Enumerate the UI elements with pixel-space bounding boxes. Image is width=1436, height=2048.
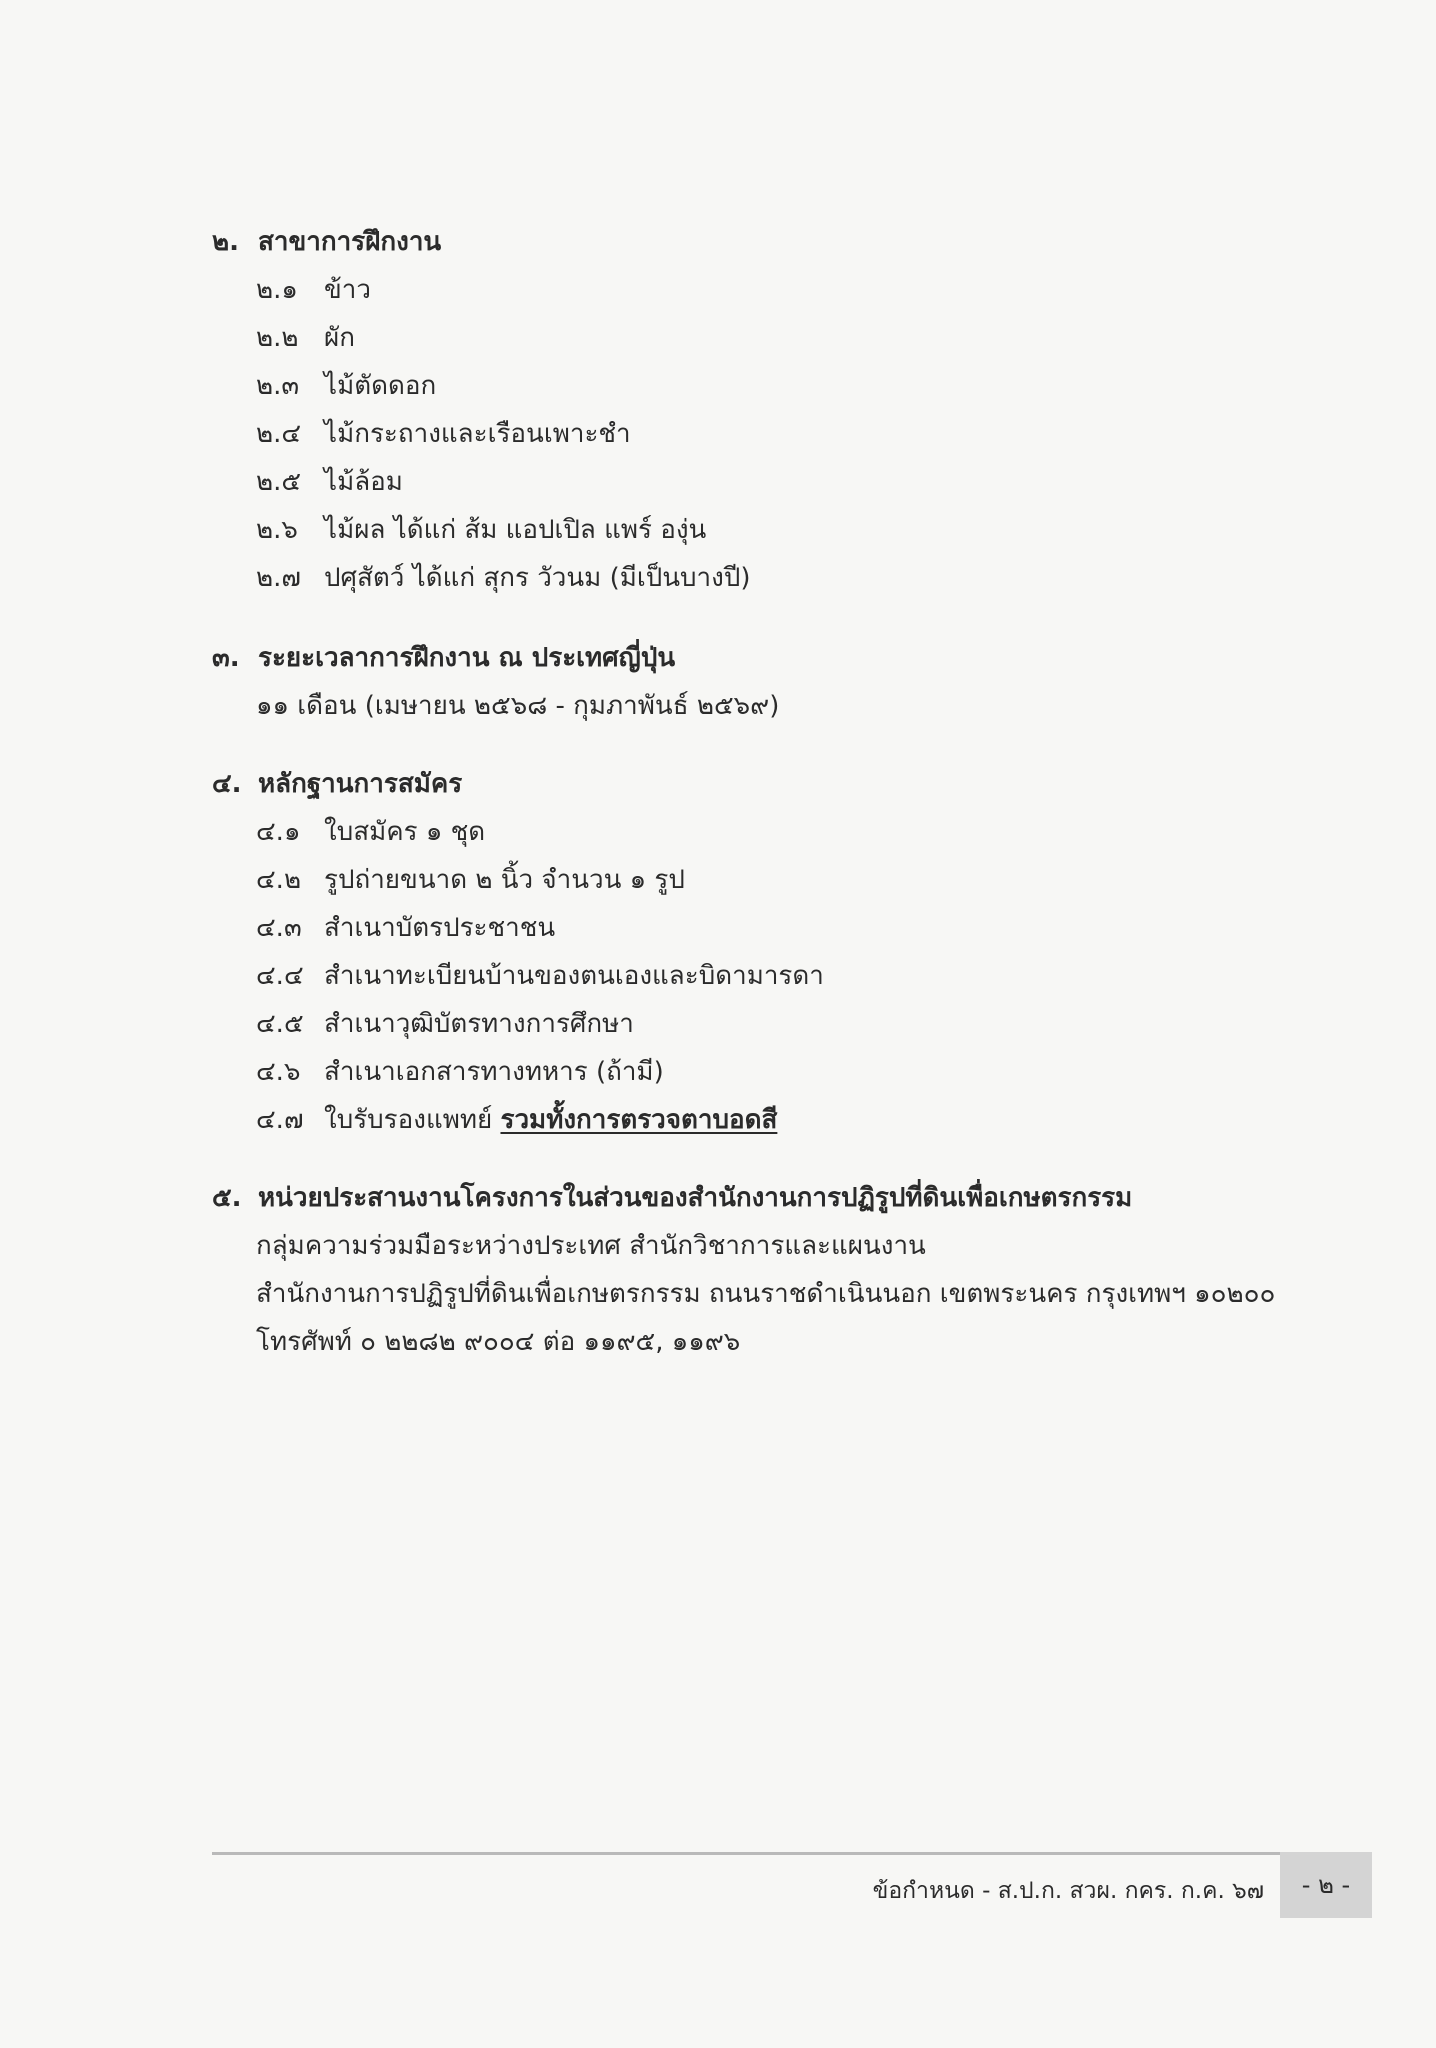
section-title: ระยะเวลาการฝึกงาน ณ ประเทศญี่ปุ่น xyxy=(258,643,676,673)
footer-reference: ข้อกำหนด - ส.ป.ก. สวผ. กคร. ก.ค. ๖๗ xyxy=(872,1878,1264,1904)
footer-divider xyxy=(212,1852,1280,1855)
item-text: สำเนาบัตรประชาชน xyxy=(324,913,556,943)
item-number: ๔.๔ xyxy=(256,961,304,991)
item-number: ๒.๖ xyxy=(256,515,298,545)
item-text: รูปถ่ายขนาด ๒ นิ้ว จำนวน ๑ รูป xyxy=(324,865,685,895)
item-text: ปศุสัตว์ ได้แก่ สุกร วัวนม (มีเป็นบางปี) xyxy=(324,563,751,593)
item-number: ๔.๖ xyxy=(256,1057,301,1087)
item-number: ๒.๕ xyxy=(256,467,302,497)
item-text: ไม้ตัดดอก xyxy=(324,371,437,401)
section-number: ๕. xyxy=(212,1183,242,1213)
item-text: ข้าว xyxy=(324,275,371,305)
item-number: ๒.๑ xyxy=(256,275,298,305)
item-number: ๒.๓ xyxy=(256,371,300,401)
item-text: ไม้ผล ได้แก่ ส้ม แอปเปิล แพร์ องุ่น xyxy=(324,515,707,545)
contact-phone: โทรศัพท์ ๐ ๒๒๘๒ ๙๐๐๔ ต่อ ๑๑๙๕, ๑๑๙๖ xyxy=(256,1327,741,1357)
item-number: ๒.๒ xyxy=(256,323,299,353)
item-text: ผัก xyxy=(324,323,355,353)
item-number: ๔.๕ xyxy=(256,1009,304,1039)
item-text xyxy=(324,1102,777,1138)
item-text: สำเนาวุฒิบัตรทางการศึกษา xyxy=(324,1009,634,1039)
item-text: ไม้ล้อม xyxy=(324,467,403,497)
contact-address: สำนักงานการปฏิรูปที่ดินเพื่อเกษตรกรรม ถนนราชดำเนินนอก เขตพระนคร กรุงเทพฯ ๑๐๒๐๐ xyxy=(256,1279,1276,1309)
item-label: ใบรับรองแพทย์ xyxy=(324,1105,493,1135)
section-number: ๔. xyxy=(212,769,242,799)
item-number: ๒.๔ xyxy=(256,419,302,449)
item-number: ๔.๗ xyxy=(256,1105,304,1135)
item-number: ๒.๗ xyxy=(256,563,301,593)
section-title: หลักฐานการสมัคร xyxy=(258,769,463,799)
item-text: สำเนาเอกสารทางทหาร (ถ้ามี) xyxy=(324,1057,664,1087)
section-number: ๒. xyxy=(212,227,240,257)
section-number: ๓. xyxy=(212,643,240,673)
item-number: ๔.๑ xyxy=(256,817,301,847)
color-blindness-emphasis: รวมทั้งการตรวจตาบอดสี xyxy=(500,1105,778,1135)
item-text: ใบสมัคร ๑ ชุด xyxy=(324,817,486,847)
page-number: - ๒ - xyxy=(1280,1852,1372,1918)
item-number: ๔.๒ xyxy=(256,865,302,895)
contact-line: กลุ่มความร่วมมือระหว่างประเทศ สำนักวิชาการและแผนงาน xyxy=(256,1231,926,1261)
item-text: สำเนาทะเบียนบ้านของตนเองและบิดามารดา xyxy=(324,961,824,991)
item-text: ไม้กระถางและเรือนเพาะชำ xyxy=(324,419,631,449)
section-title: หน่วยประสานงานโครงการในส่วนของสำนักงานการปฏิรูปที่ดินเพื่อเกษตรกรรม xyxy=(258,1183,1133,1213)
section-3-duration: ๑๑ เดือน (เมษายน ๒๕๖๘ - กุมภาพันธ์ ๒๕๖๙) xyxy=(256,691,780,721)
item-number: ๔.๓ xyxy=(256,913,302,943)
section-title: สาขาการฝึกงาน xyxy=(258,227,442,257)
